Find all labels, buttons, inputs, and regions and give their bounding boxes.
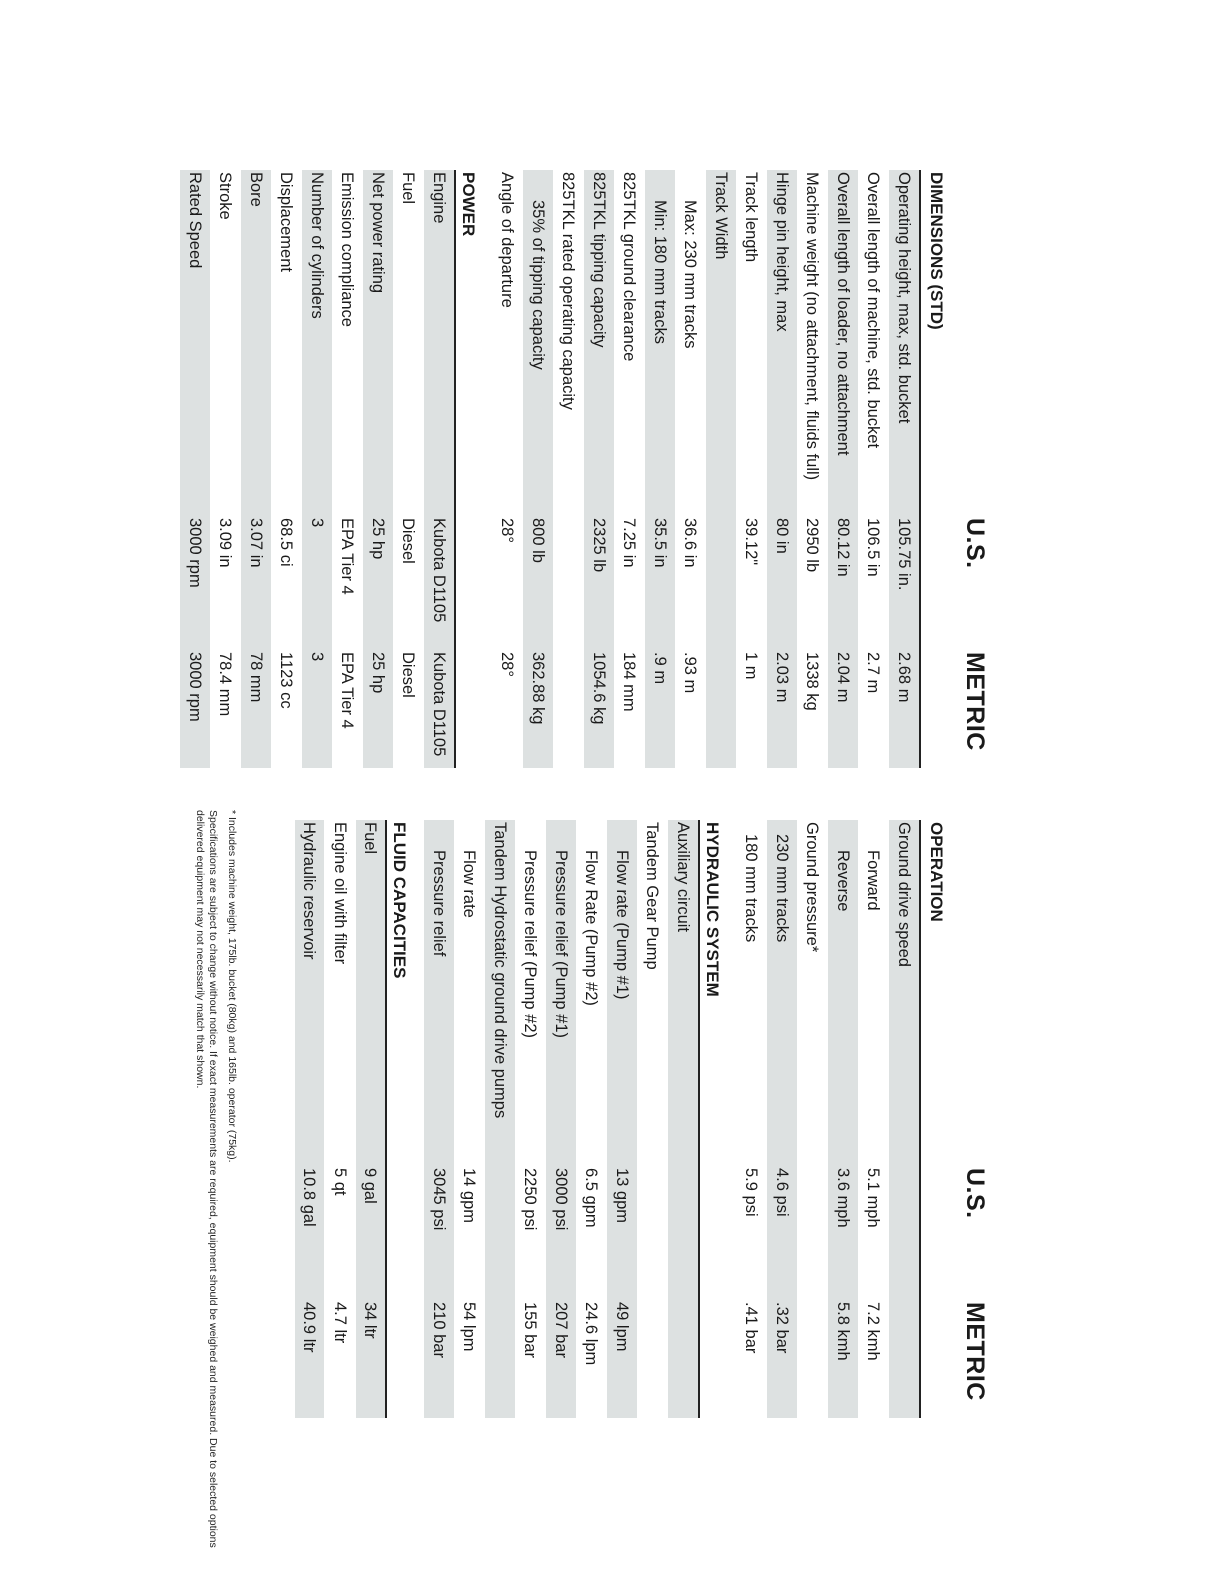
table-row: Pressure relief (Pump #1) 3000 psi 207 bar (546, 820, 577, 1418)
table-row: 180 mm tracks 5.9 psi .41 bar (736, 820, 767, 1418)
table-row: Displacement 68.5 ci 1123 cc (271, 170, 302, 768)
table-row: 825TKL tipping capacity 2325 lb 1054.6 kg (584, 170, 615, 768)
table-row: Hydraulic reservoir 10.8 gal 40.9 ltr (294, 820, 325, 1418)
table-row: 825TKL ground clearance 7.25 in 184 mm (614, 170, 645, 768)
table-row: Fuel 9 gal 34 ltr (355, 820, 386, 1418)
table-row: Pressure relief (Pump #2) 2250 psi 155 bar (515, 820, 546, 1418)
table-row: Overall length of machine, std. bucket 106.5 in 2.7 m (858, 170, 889, 768)
table-row: Tandem Hydrostatic ground drive pumps (485, 820, 516, 1418)
table-row: Engine oil with filter 5 qt 4.7 ltr (325, 820, 356, 1418)
table-row: Emission compliance EPA Tier 4 EPA Tier 4 (332, 170, 363, 768)
hydraulic-heading: HYDRAULIC SYSTEM (698, 820, 726, 1418)
table-row: Reverse 3.6 mph 5.8 kmh (828, 820, 859, 1418)
hydraulic-rows (424, 820, 699, 1418)
power-rows (180, 170, 455, 768)
right-us-header: U.S. (961, 1168, 989, 1219)
table-row: Fuel Diesel Diesel (393, 170, 424, 768)
table-row: Engine Kubota D1105 Kubota D1105 (424, 170, 455, 768)
table-row: Forward 5.1 mph 7.2 kmh (858, 820, 889, 1418)
table-row: Tandem Gear Pump (637, 820, 668, 1418)
table-row: Flow rate (Pump #1) 13 gpm 49 lpm (607, 820, 638, 1418)
footnote-disclaimer: Specifications are subject to change without notice. If exact measurements are required, equipment should be weighed and measured. Due to selected options delivered equipment may not necessarily match that shown. (194, 810, 219, 1548)
table-row: Flow Rate (Pump #2) 6.5 gpm 24.6 lpm (576, 820, 607, 1418)
table-row: Track length 39.12" 1 m (736, 170, 767, 768)
table-row: Bore 3.07 in 78 mm (241, 170, 272, 768)
table-row: 35% of tipping capacity 800 lb 362.88 kg (523, 170, 554, 768)
table-row: Min: 180 mm tracks 35.5 in .9 m (645, 170, 676, 768)
section-spacer (482, 170, 492, 768)
table-row: 825TKL rated operating capacity (553, 170, 584, 768)
table-row: Ground drive speed (889, 820, 920, 1418)
section-spacer (726, 820, 736, 1418)
footnotes (187, 810, 238, 1580)
left-metric-header: METRIC (961, 652, 989, 751)
table-row: Number of cylinders 3 3 (302, 170, 333, 768)
table-row: Net power rating 25 hp 25 hp (363, 170, 394, 768)
dimensions-rows (492, 170, 919, 768)
table-row: Overall length of loader, no attachment 80.12 in 2.04 m (828, 170, 859, 768)
right-spec-table (294, 820, 953, 1418)
table-row: 230 mm tracks 4.6 psi .32 bar (767, 820, 798, 1418)
table-row: Flow rate 14 gpm 54 lpm (454, 820, 485, 1418)
table-row: Auxiliary circuit (668, 820, 699, 1418)
left-spec-table (180, 170, 954, 768)
table-row: Track Width (706, 170, 737, 768)
table-row: Ground pressure* (797, 820, 828, 1418)
fluid-heading: FLUID CAPACITIES (386, 820, 414, 1418)
table-row: Operating height, max, std. bucket 105.75 in. 2.68 m (889, 170, 920, 768)
footnote-weight: * Includes machine weight, 175lb. bucket (80kg) and 165lb. operator (75kg). (226, 810, 238, 1163)
dimensions-heading: DIMENSIONS (STD) (919, 170, 953, 768)
right-metric-header: METRIC (961, 1302, 989, 1401)
left-us-header: U.S. (961, 518, 989, 569)
table-row: Hinge pin height, max 80 in 2.03 m (767, 170, 798, 768)
table-row: Stroke 3.09 in 78.4 mm (210, 170, 241, 768)
table-row: Rated Speed 3000 rpm 3000 rpm (180, 170, 211, 768)
fluid-rows (294, 820, 386, 1418)
table-row: Pressure relief 3045 psi 210 bar (424, 820, 455, 1418)
table-row: Max: 230 mm tracks 36.6 in .93 m (675, 170, 706, 768)
operation-heading: OPERATION (919, 820, 953, 1418)
operation-rows (736, 820, 919, 1418)
section-spacer (414, 820, 424, 1418)
table-row: Angle of departure 28° 28° (492, 170, 523, 768)
power-heading: POWER (454, 170, 482, 768)
table-row: Machine weight (no attachment, fluids full) 2950 lb 1338 kg (797, 170, 828, 768)
